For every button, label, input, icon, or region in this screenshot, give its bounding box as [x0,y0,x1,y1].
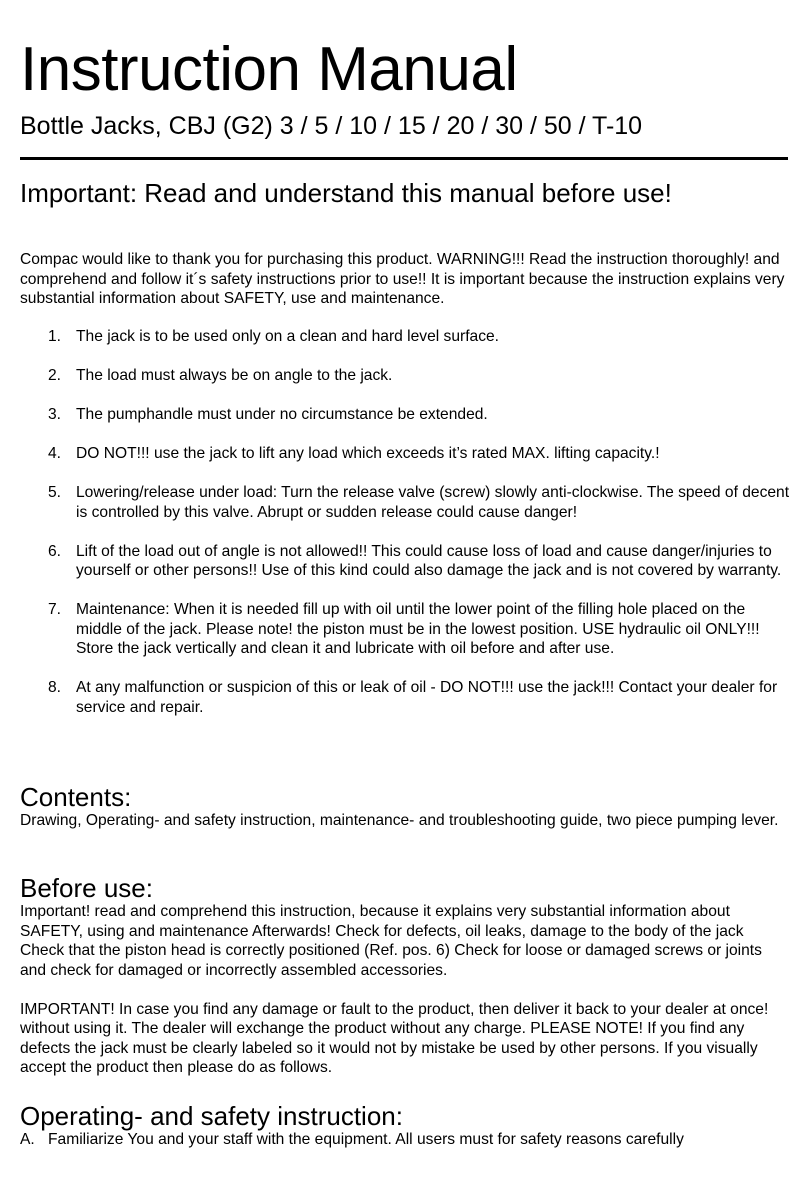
step-text: Lift of the load out of angle is not allowed!! This could cause loss of load and cause danger/injuries to yourself or other persons!! Use of this kind could also damage the jack and is not covered by warranty. [76,542,782,579]
list-item [20,483,790,522]
step-text: At any malfunction or suspicion of this or leak of oil - DO NOT!!! use the jack!!! Contact your dealer for service and repair. [76,679,778,716]
header-divider [20,157,788,160]
step-text: Lowering/release under load: Turn the release valve (screw) slowly anti-clockwise. The speed of decent is controlled by this valve. Abrupt or sudden release could cause danger! [76,484,790,521]
paragraph-gap [20,980,790,1000]
before-use-heading: Before use: [20,873,153,903]
contents-heading: Contents: [20,782,132,812]
step-number: 8. [48,679,62,696]
step-number: 7. [48,601,62,618]
list-item [20,542,790,581]
list-item [20,600,790,659]
page-title: Instruction Manual [20,35,518,104]
operating-section [20,1102,790,1150]
step-text: DO NOT!!! use the jack to lift any load which exceeds it’s rated MAX. lifting capacity.! [76,445,660,462]
step-number: 5. [48,484,62,501]
before-use-section [20,874,790,1078]
step-number: 6. [48,542,62,560]
step-number: 3. [48,406,62,423]
page-subtitle: Bottle Jacks, CBJ (G2) 3 / 5 / 10 / 15 / 20 / 30 / 50 / T-10 [20,112,643,140]
list-item [20,444,790,464]
item-letter: A. [20,1131,35,1148]
operating-item-a [20,1130,790,1150]
step-text: The pumphandle must under no circumstance be extended. [76,406,488,423]
list-item [20,678,790,717]
safety-steps-list [20,327,790,737]
step-number: 4. [48,445,62,462]
item-text: Familiarize You and your staff with the equipment. All users must for safety reasons carefully [48,1131,684,1148]
contents-section [20,783,790,831]
list-item [20,366,790,386]
intro-paragraph: Compac would like to thank you for purchasing this product. WARNING!!! Read the instruction thoroughly! and comprehend and follow it´s safety instructions prior to use!! It is important because the instruction explains very substantial information about SAFETY, use and maintenance. [20,251,785,307]
list-item [20,327,790,347]
step-text: Maintenance: When it is needed fill up with oil until the lower point of the filling hole placed on the middle of the jack. Please note! the piston must be in the lowest position. USE hydraulic oil ONLY!!! Store the jack vertically and clean it and lubricate with oil before and after use. [76,601,760,657]
step-text: The load must always be on angle to the jack. [76,367,393,384]
before-use-paragraph-1: Important! read and comprehend this instruction, because it explains very substantial information about SAFETY, using and maintenance Afterwards! Check for defects, oil leaks, damage to the body of the jack Check that the piston head is correctly positioned (Ref. pos. 6) Check for loose or damaged screws or joints and check for damaged or incorrectly assembled accessories. [20,903,762,979]
step-text: The jack is to be used only on a clean and hard level surface. [76,328,500,345]
step-number: 1. [48,328,62,345]
operating-heading: Operating- and safety instruction: [20,1101,403,1131]
important-heading: Important: Read and understand this manual before use! [20,178,672,208]
before-use-paragraph-2: IMPORTANT! In case you find any damage or fault to the product, then deliver it back to your dealer at once! without using it. The dealer will exchange the product without any charge. PLEASE NOTE! If you find any defects the jack must be clearly labeled so it would not by mistake be used by other persons. If you visually accept the product then please do as follows. [20,1000,769,1076]
list-item [20,405,790,425]
contents-text: Drawing, Operating- and safety instruction, maintenance- and troubleshooting guide, two piece pumping lever. [20,812,779,829]
step-number: 2. [48,367,62,384]
